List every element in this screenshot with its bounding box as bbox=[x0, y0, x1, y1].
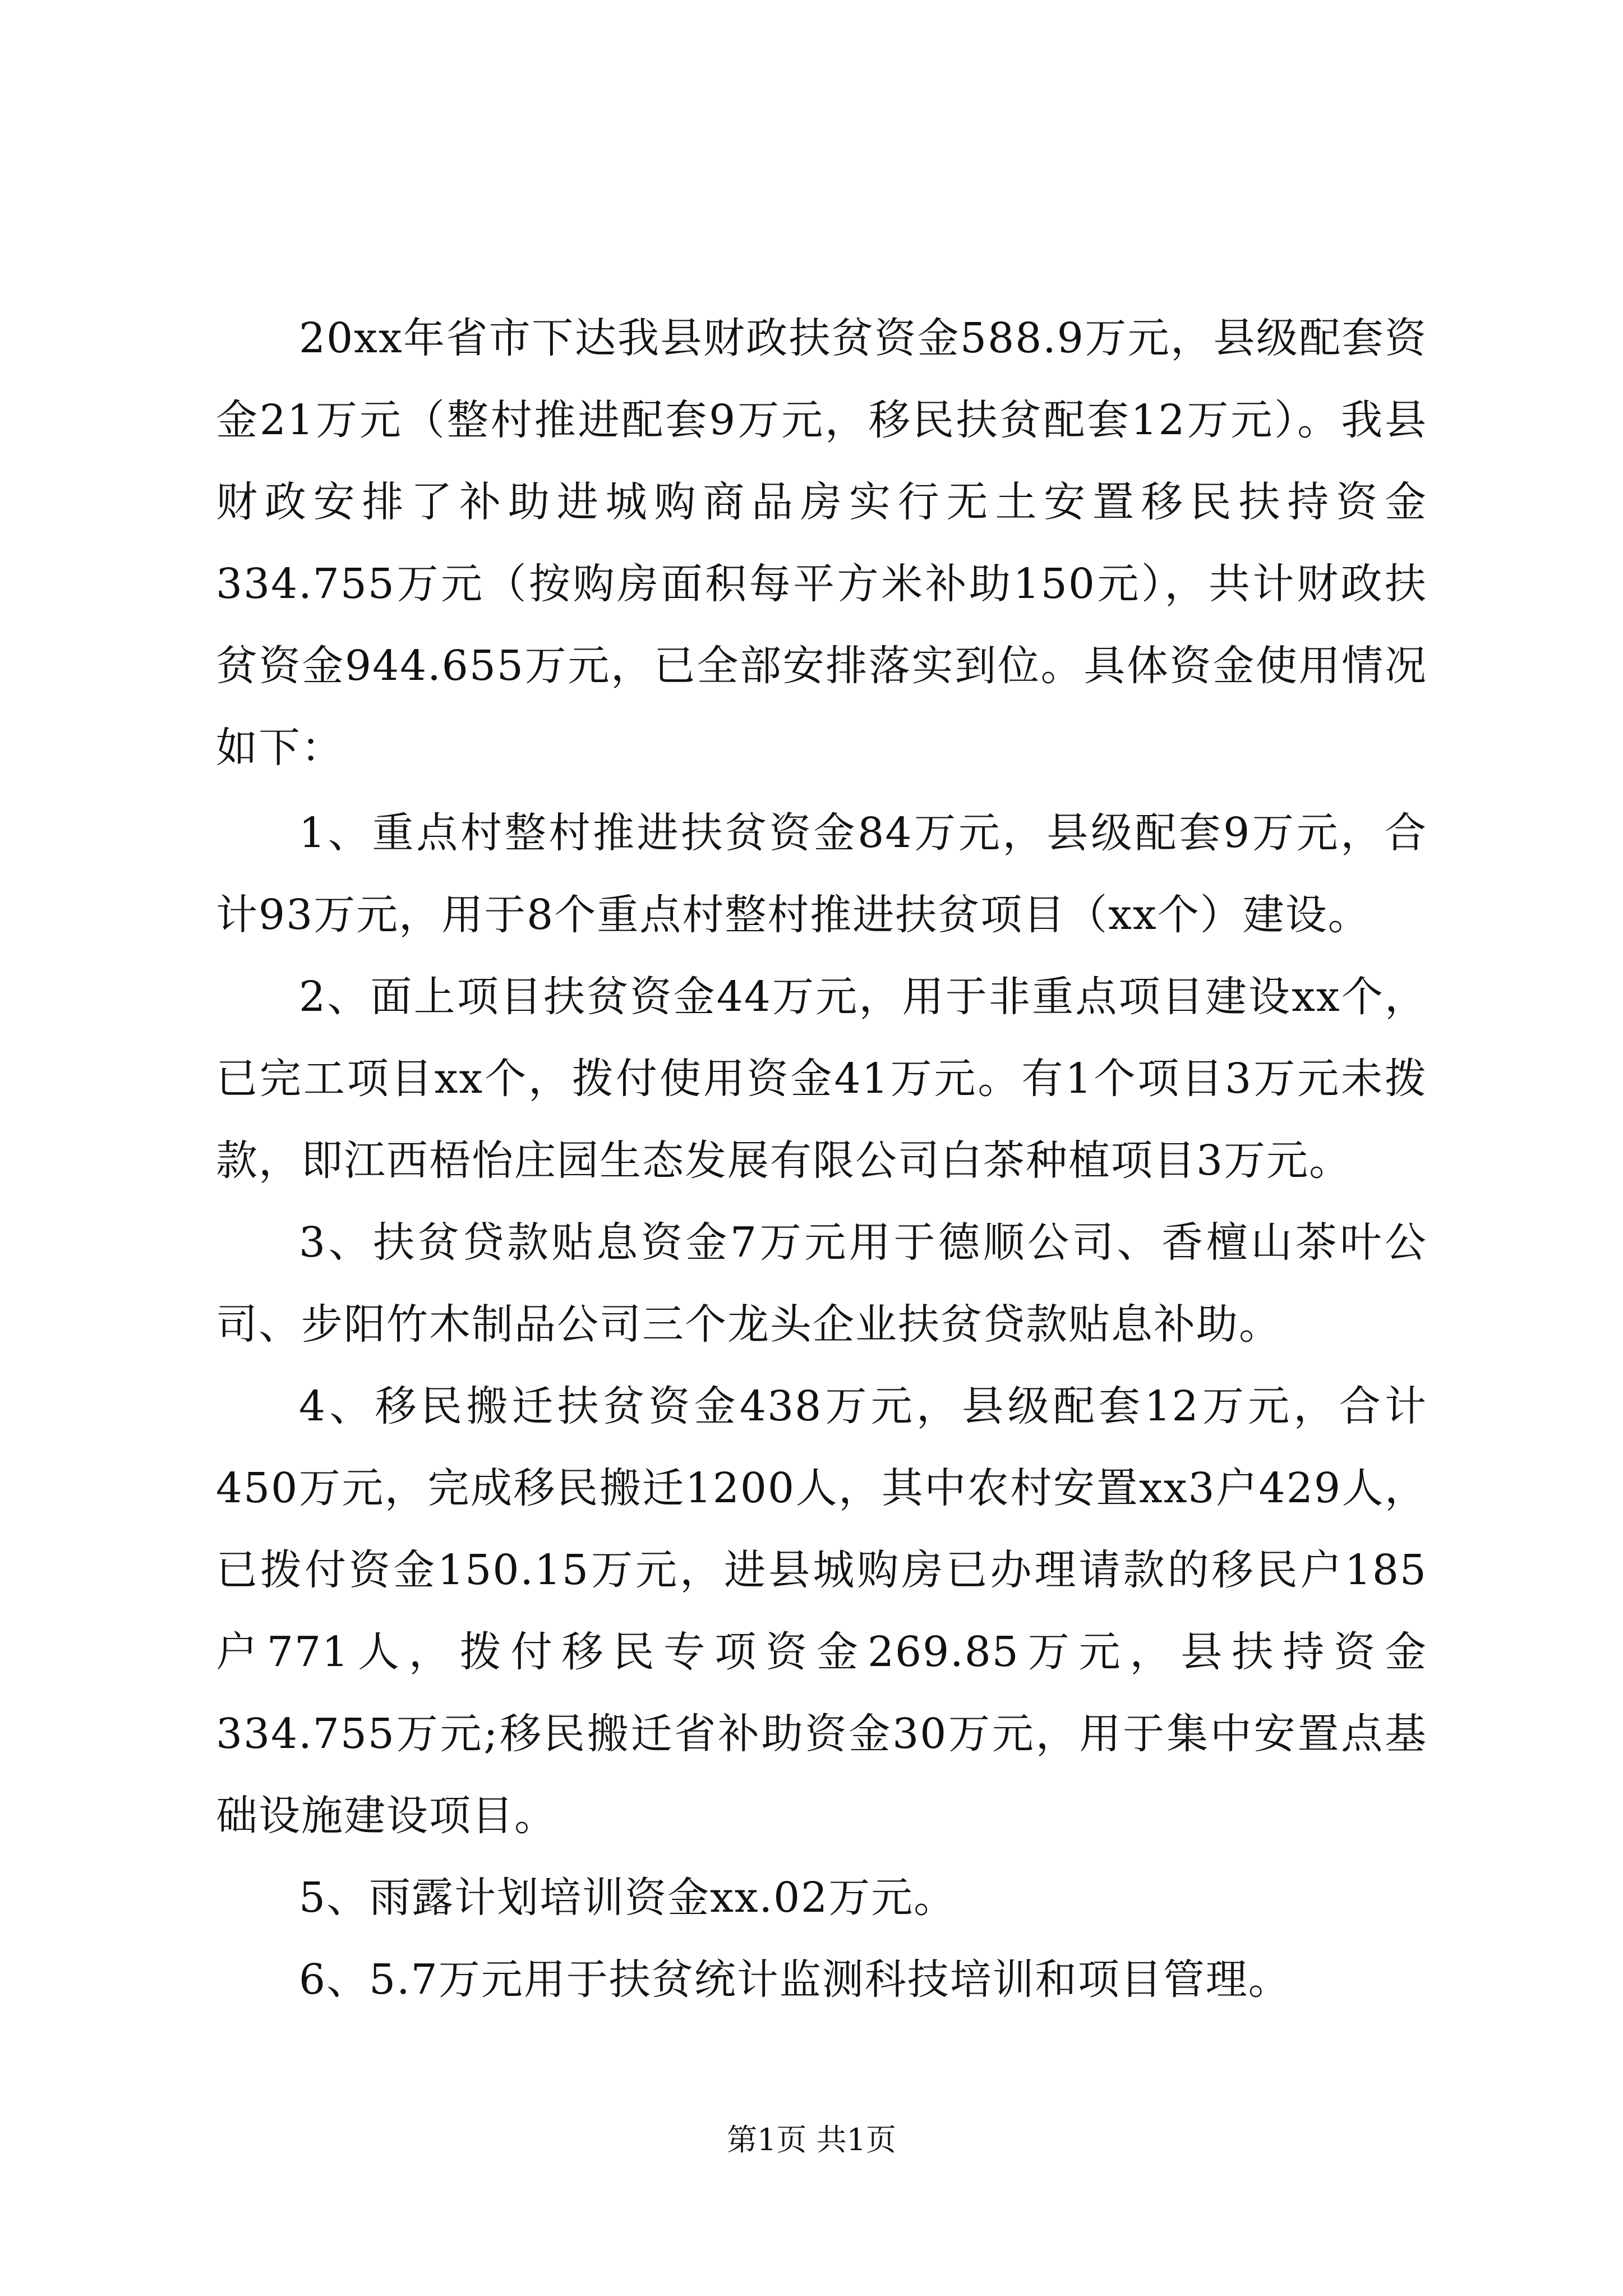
paragraph-item-4: 4、移民搬迁扶贫资金438万元，县级配套12万元，合计450万元，完成移民搬迁1200人，其中农村安置xx3户429人，已拨付资金150.15万元，进县城购房已办理请款的移民户185户771人，拨付移民专项资金269.85万元，县扶持资金334.755万元;移民搬迁省补助资金30万元，用于集中安置点基础设施建设项目。 bbox=[216, 1382, 1427, 1840]
paragraph-item-5: 5、雨露计划培训资金xx.02万元。 bbox=[299, 1874, 957, 1922]
paragraph-item-1: 1、重点村整村推进扶贫资金84万元，县级配套9万元，合计93万元，用于8个重点村整村推进扶贫项目（xx个）建设。 bbox=[216, 809, 1427, 939]
paragraph-item-3: 3、扶贫贷款贴息资金7万元用于德顺公司、香檀山茶叶公司、步阳竹木制品公司三个龙头企业扶贫贷款贴息补助。 bbox=[216, 1218, 1427, 1349]
page-footer: 第1页 共1页 bbox=[727, 2122, 896, 2157]
paragraph-item-2: 2、面上项目扶贫资金44万元，用于非重点项目建设xx个，已完工项目xx个，拨付使用资金41万元。有1个项目3万元未拨款，即江西梧怡庄园生态发展有限公司白茶种植项目3万元。 bbox=[216, 973, 1427, 1185]
paragraph-intro: 20xx年省市下达我县财政扶贫资金588.9万元，县级配套资金21万元（整村推进配套9万元，移民扶贫配套12万元）。我县财政安排了补助进城购商品房实行无土安置移民扶持资金334.755万元（按购房面积每平方米补助150元），共计财政扶贫资金944.655万元，已全部安排落实到位。具体资金使用情况如下： bbox=[216, 314, 1427, 772]
paragraph-item-6: 6、5.7万元用于扶贫统计监测科技培训和项目管理。 bbox=[299, 1955, 1291, 2004]
document-body bbox=[216, 297, 1427, 2021]
